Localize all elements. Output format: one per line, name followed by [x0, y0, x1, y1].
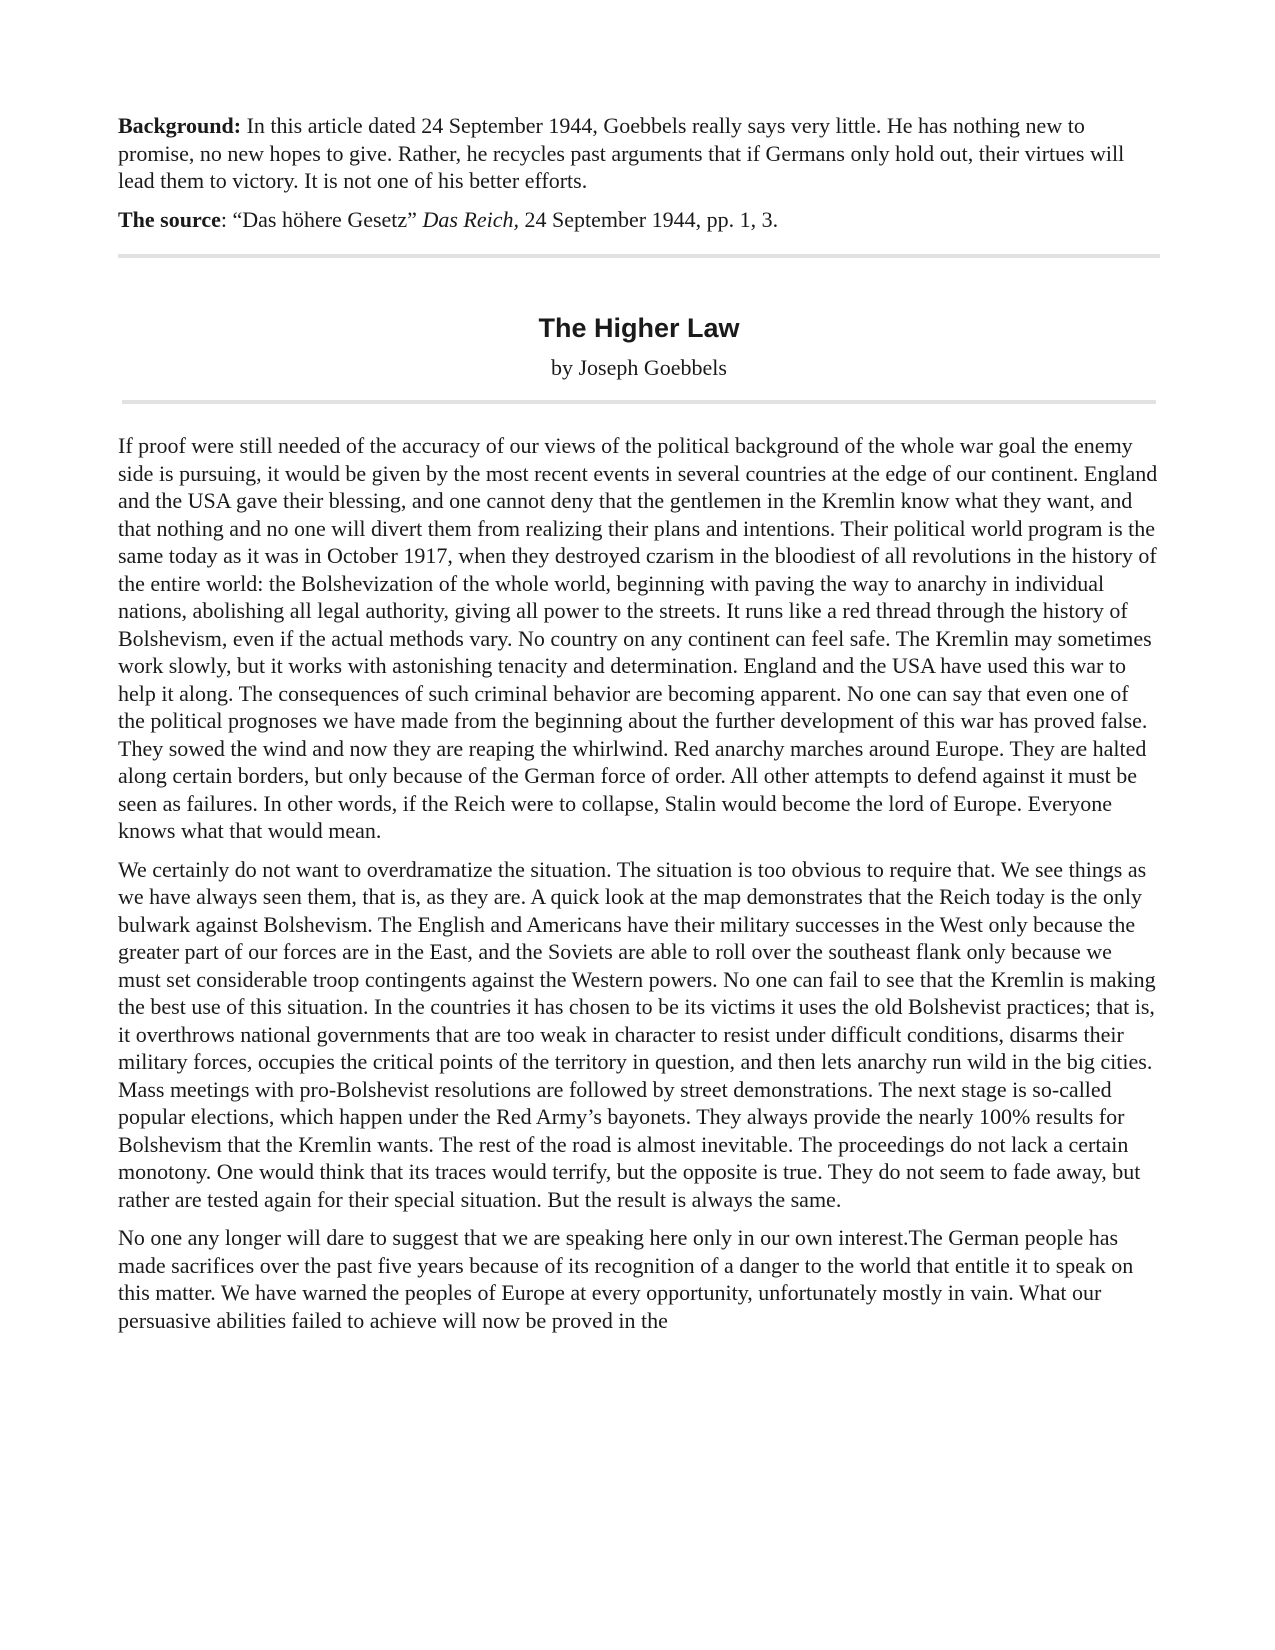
document-page: [118, 112, 1160, 1345]
source-publication: Das Reich,: [422, 206, 519, 232]
source-paragraph: [118, 206, 1160, 234]
intro-section: [118, 112, 1160, 233]
source-pre: : “Das höhere Gesetz”: [220, 206, 423, 232]
divider-top: [118, 254, 1160, 258]
article-body: [118, 432, 1160, 1334]
body-paragraph: We certainly do not want to overdramatize the situation. The situation is too obvious to require that. We see things as we have always seen them, that is, as they are. A quick look at the map demonstrates that the Reich today is the only bulwark against Bolshevism. The English and Americans have their military successes in the West only because the greater part of our forces are in the East, and the Soviets are able to roll over the southeast flank only because we must set considerable troop contingents against the Western powers. No one can fail to see that the Kremlin is making the best use of this situation. In the countries it has chosen to be its victims it uses the old Bolshevist practices; that is, it overthrows national governments that are too weak in character to resist under difficult conditions, disarms their military forces, occupies the critical points of the territory in question, and then lets anarchy run wild in the big cities. Mass meetings with pro-Bolshevist resolutions are followed by street demonstrations. The next stage is so-called popular elections, which happen under the Red Army’s bayonets. They always provide the nearly 100% results for Bolshevism that the Kremlin wants. The rest of the road is almost inevitable. The proceedings do not lack a certain monotony. One would think that its traces would terrify, but the opposite is true. They do not seem to fade away, but rather are tested again for their special situation. But the result is always the same.: [118, 856, 1156, 1212]
background-paragraph: [118, 112, 1160, 195]
body-paragraph: If proof were still needed of the accuracy of our views of the political background of the whole war goal the enemy side is pursuing, it would be given by the most recent events in several countries at the edge of our continent. England and the USA gave their blessing, and one cannot deny that the gentlemen in the Kremlin know what they want, and that nothing and no one will divert them from realizing their plans and intentions. Their political world program is the same today as it was in October 1917, when they destroyed czarism in the bloodiest of all revolutions in the history of the entire world: the Bolshevization of the whole world, beginning with paving the way to anarchy in individual nations, abolishing all legal authority, giving all power to the streets. It runs like a red thread through the history of Bolshevism, even if the actual methods vary. No country on any continent can feel safe. The Kremlin may sometimes work slowly, but it works with astonishing tenacity and determination. England and the USA have used this war to help it along. The consequences of such criminal behavior are becoming apparent. No one can say that even one of the political prognoses we have made from the beginning about the further development of this war has proved false. They sowed the wind and now they are reaping the whirlwind. Red anarchy marches around Europe. They are halted along certain borders, but only because of the German force of order. All other attempts to defend against it must be seen as failures. In other words, if the Reich were to collapse, Stalin would become the lord of Europe. Everyone knows what that would mean.: [118, 433, 1158, 843]
source-label: The source: [118, 206, 221, 232]
divider-bottom: [122, 400, 1156, 404]
source-post: 24 September 1944, pp. 1, 3.: [518, 206, 779, 232]
article-title: The Higher Law: [538, 313, 740, 343]
title-block: [118, 312, 1160, 382]
background-label: Background:: [118, 113, 242, 138]
article-byline: by Joseph Goebbels: [551, 355, 727, 380]
background-text: In this article dated 24 September 1944, Goebbels really says very little. He has nothing new to promise, no new hopes to give. Rather, he recycles past arguments that if Germans only hold out, their virtues will lead them to victory. It is not one of his better efforts.: [118, 113, 1125, 193]
body-paragraph: No one any longer will dare to suggest that we are speaking here only in our own interest.The German people has made sacrifices over the past five years because of its recognition of a danger to the world that entitle it to speak on this matter. We have warned the peoples of Europe at every opportunity, unfortunately mostly in vain. What our persuasive abilities failed to achieve will now be proved in the: [118, 1225, 1134, 1333]
